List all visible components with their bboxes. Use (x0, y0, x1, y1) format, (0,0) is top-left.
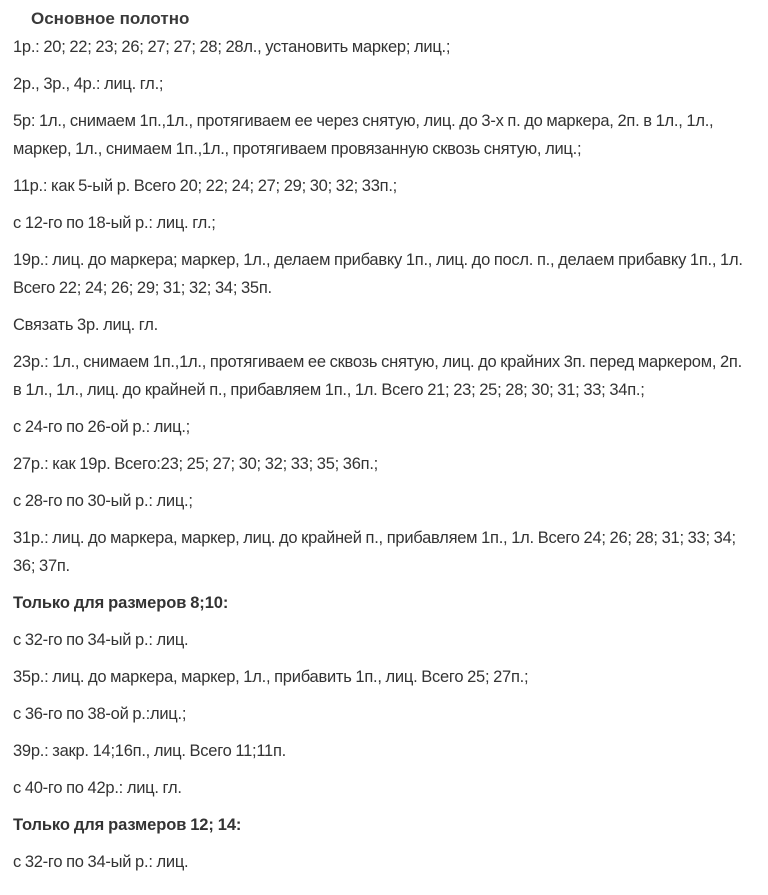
paragraph: 19р.: лиц. до маркера; маркер, 1л., делаем прибавку 1п., лиц. до посл. п., делаем прибавку 1п., 1л. Всего 22; 24; 26; 29; 31; 32; 34; 35п. (13, 251, 743, 297)
paragraph: 2р., 3р., 4р.: лиц. гл.; (13, 75, 164, 93)
paragraph: с 24-го по 26-ой р.: лиц.; (13, 418, 191, 436)
paragraph: 27р.: как 19р. Всего:23; 25; 27; 30; 32; 33; 35; 36п.; (13, 455, 378, 473)
document-title: Основное полотно (31, 9, 190, 28)
paragraph: с 40-го по 42р.: лиц. гл. (13, 779, 182, 797)
paragraph: 23р.: 1л., снимаем 1п.,1л., протягиваем ее сквозь снятую, лиц. до крайних 3п. перед маркером, 2п. в 1л., 1л., лиц. до крайней п., прибавляем 1п., 1л. Всего 21; 23; 25; 28; 30; 31; 33; 34п.; (13, 353, 742, 399)
paragraph: 31р.: лиц. до маркера, маркер, лиц. до крайней п., прибавляем 1п., 1л. Всего 24; 26; 28; 31; 33; 34; 36; 37п. (13, 529, 736, 575)
paragraph: 5р: 1л., снимаем 1п.,1л., протягиваем ее через снятую, лиц. до 3-х п. до маркера, 2п. в 1л., 1л., маркер, 1л., снимаем 1п.,1л., протягиваем провязанную сквозь снятую, лиц.; (13, 112, 714, 158)
paragraph: с 28-го по 30-ый р.: лиц.; (13, 492, 193, 510)
section-heading-sizes-12-14: Только для размеров 12; 14: (13, 816, 242, 834)
paragraph: 1р.: 20; 22; 23; 26; 27; 27; 28; 28л., установить маркер; лиц.; (13, 38, 451, 56)
paragraph: 35р.: лиц. до маркера, маркер, 1л., прибавить 1п., лиц. Всего 25; 27п.; (13, 668, 529, 686)
paragraph: с 12-го по 18-ый р.: лиц. гл.; (13, 214, 216, 232)
paragraph: Связать 3р. лиц. гл. (13, 316, 158, 334)
paragraph: 39р.: закр. 14;16п., лиц. Всего 11;11п. (13, 742, 286, 760)
section-heading-sizes-8-10: Только для размеров 8;10: (13, 594, 229, 612)
paragraph: с 36-го по 38-ой р.:лиц.; (13, 705, 187, 723)
paragraph: с 32-го по 34-ый р.: лиц. (13, 853, 189, 871)
paragraph: 11р.: как 5-ый р. Всего 20; 22; 24; 27; 29; 30; 32; 33п.; (13, 177, 397, 195)
paragraph: с 32-го по 34-ый р.: лиц. (13, 631, 189, 649)
document-body (13, 33, 750, 876)
